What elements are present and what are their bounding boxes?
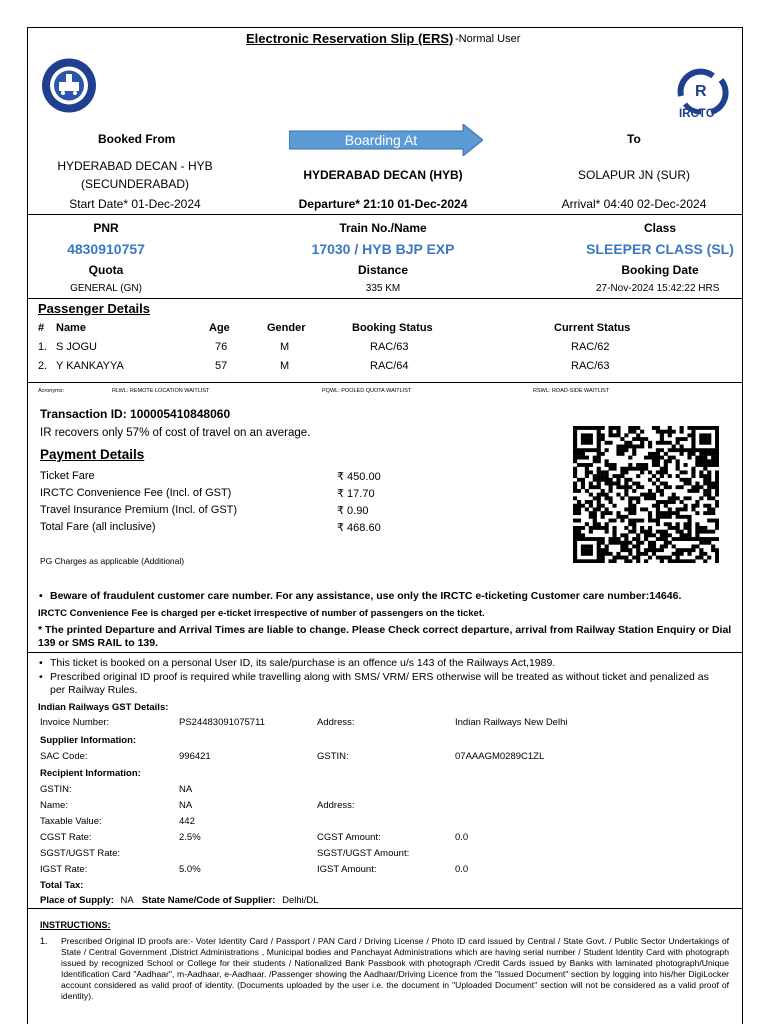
boarding-station: HYDERABAD DECAN (HYB) bbox=[303, 168, 463, 182]
convenience-fee-label: IRCTC Convenience Fee (Incl. of GST) bbox=[40, 487, 232, 499]
state-label: State Name/Code of Supplier: bbox=[141, 895, 276, 906]
cgst-amount-value: 0.0 bbox=[455, 832, 469, 843]
beware-text: • Beware of fraudulent customer care number. For any assistance, use only the IRCTC e-ticketing Customer care number:14646. bbox=[50, 590, 681, 602]
personal-id-notice bbox=[50, 657, 555, 669]
name-label: Name: bbox=[40, 800, 68, 811]
pg-charges-note: PG Charges as applicable (Additional) bbox=[40, 556, 185, 566]
col-gender: Gender bbox=[267, 322, 306, 334]
total-fare-value: ₹ 468.60 bbox=[337, 522, 381, 534]
cell: 76 bbox=[215, 341, 228, 353]
taxable-value: 442 bbox=[179, 816, 195, 827]
cell: M bbox=[280, 341, 290, 353]
total-fare-label: Total Fare (all inclusive) bbox=[40, 521, 156, 533]
sac-value: 996421 bbox=[179, 751, 211, 762]
transaction-id: Transaction ID: 100005410848060 bbox=[40, 407, 231, 421]
from-station-line2: (SECUNDERABAD) bbox=[80, 177, 189, 191]
convenience-notice: IRCTC Convenience Fee is charged per e-ticket irrespective of number of passengers on the ticket. bbox=[38, 608, 485, 619]
irctc-logo-text: IRCTC bbox=[679, 108, 715, 120]
acronyms-label: Acronyms: bbox=[38, 388, 64, 394]
acronym-rswl: RSWL: ROAD-SIDE WAITLIST bbox=[533, 388, 610, 394]
cell: RAC/63 bbox=[571, 360, 610, 372]
col-age: Age bbox=[209, 322, 230, 334]
ir-recovers-note: IR recovers only 57% of cost of travel on an average. bbox=[40, 427, 311, 439]
personal-id-text: • This ticket is booked on a personal User ID, its sale/purchase is an offence u/s 143 of the Railways Act,1989. bbox=[50, 657, 555, 669]
booking-date-label: Booking Date bbox=[621, 263, 699, 277]
from-station-line1: HYDERABAD DECAN - HYB bbox=[57, 159, 213, 173]
taxable-label: Taxable Value: bbox=[40, 816, 102, 827]
state-value: Delhi/DL bbox=[282, 895, 319, 906]
printed-times-notice: * The printed Departure and Arrival Times are liable to change. Please Check correct departure, arrival from Railway Station Enquiry or Dial 139 or SMS RAIL to 139. bbox=[38, 624, 732, 649]
divider bbox=[28, 382, 742, 383]
recipient-gstin-value: NA bbox=[179, 784, 193, 795]
pnr-label: PNR bbox=[93, 221, 119, 235]
igst-rate-label: IGST Rate: bbox=[40, 864, 88, 875]
invoice-label: Invoice Number: bbox=[40, 717, 110, 728]
gstin-label: GSTIN: bbox=[317, 751, 349, 762]
instruction-1-number: 1. bbox=[40, 936, 48, 946]
arrival-time: Arrival* 04:40 02-Dec-2024 bbox=[561, 197, 707, 211]
acronym-pqwl: PQWL: POOLED QUOTA WAITLIST bbox=[322, 388, 412, 394]
boarding-at-label: Boarding At bbox=[344, 132, 418, 148]
col-booking-status: Booking Status bbox=[352, 322, 433, 334]
recipient-title: Recipient Information: bbox=[40, 768, 141, 779]
place-of-supply bbox=[40, 895, 319, 906]
ers-ticket bbox=[27, 27, 743, 1024]
booking-date-value: 27-Nov-2024 15:42:22 HRS bbox=[596, 283, 720, 294]
payment-details-title: Payment Details bbox=[40, 447, 145, 462]
distance-label: Distance bbox=[357, 263, 409, 277]
cell: RAC/62 bbox=[571, 341, 610, 353]
cgst-amount-label: CGST Amount: bbox=[317, 832, 381, 843]
name-value: NA bbox=[179, 800, 193, 811]
igst-amount-value: 0.0 bbox=[455, 864, 469, 875]
original-id-notice bbox=[50, 671, 720, 697]
quota-value: GENERAL (GN) bbox=[70, 283, 142, 294]
svg-text:R: R bbox=[695, 83, 707, 100]
address-label: Address: bbox=[317, 717, 355, 728]
recipient-gstin-label: GSTIN: bbox=[40, 784, 72, 795]
qr-code-icon bbox=[573, 426, 719, 563]
divider bbox=[28, 298, 742, 299]
passenger-details-title: Passenger Details bbox=[38, 301, 151, 316]
address-value: Indian Railways New Delhi bbox=[455, 717, 568, 728]
sac-label: SAC Code: bbox=[40, 751, 88, 762]
cell: M bbox=[280, 360, 290, 372]
col-name: Name bbox=[56, 322, 86, 334]
insurance-value: ₹ 0.90 bbox=[337, 505, 369, 517]
instruction-1-text: Prescribed Original ID proofs are:- Voter Identity Card / Passport / PAN Card / Driving License / Photo ID card issued by Central / State Govt. / Public Sector Undertakings of State / Central Government ,District Administrations , Municipal bodies and Panchayat Administrations which are having serial number / Student Identity Card with photograph issued by recognized School or College for their students / Nationalized Bank Passbook with photograph /Credit Cards issued by Banks with laminated photograph/Unique Identification Card "Aadhaar", m-Aadhaar, e-Aadhaar. /Passenger showing the Aadhaar/Driving Licence from the "Issued Document" section by logging into his/her DigiLocker account considered as valid proof of identity. (Documents uploaded by the user i.e. the document in "Uploaded Document" section will not be considered as a valid proof of identity). bbox=[61, 936, 729, 1001]
cell: 57 bbox=[215, 360, 228, 372]
place-label: Place of Supply: bbox=[40, 895, 114, 906]
indian-railways-logo-icon bbox=[39, 57, 99, 114]
convenience-fee-value: ₹ 17.70 bbox=[337, 488, 375, 500]
recipient-address-label: Address: bbox=[317, 800, 355, 811]
cell: RAC/63 bbox=[370, 341, 409, 353]
gst-title: Indian Railways GST Details: bbox=[38, 702, 169, 713]
instructions-title: INSTRUCTIONS: bbox=[40, 920, 111, 930]
to-station: SOLAPUR JN (SUR) bbox=[577, 168, 690, 182]
departure-time: Departure* 21:10 01-Dec-2024 bbox=[298, 197, 468, 211]
to-label: To bbox=[627, 132, 641, 146]
original-id-text: • Prescribed original ID proof is required while travelling along with SMS/ VRM/ ERS otherwise will be treated as without ticket and penalized as per Railway Rules. bbox=[50, 671, 709, 696]
cell: Y KANKAYYA bbox=[56, 360, 124, 372]
divider bbox=[28, 908, 742, 909]
ticket-fare-label: Ticket Fare bbox=[40, 470, 95, 482]
acronym-rlwl: RLWL: REMOTE LOCATION WAITLIST bbox=[112, 388, 210, 394]
start-date: Start Date* 01-Dec-2024 bbox=[69, 197, 201, 211]
class-label: Class bbox=[643, 221, 677, 235]
igst-amount-label: IGST Amount: bbox=[317, 864, 377, 875]
distance-value: 335 KM bbox=[365, 283, 401, 294]
cgst-rate-value: 2.5% bbox=[179, 832, 201, 843]
booked-from-label: Booked From bbox=[98, 132, 176, 146]
total-tax-label: Total Tax: bbox=[40, 880, 84, 891]
sgst-rate-label: SGST/UGST Rate: bbox=[40, 848, 121, 859]
train-name: 17030 / HYB BJP EXP bbox=[311, 241, 455, 257]
pnr-number: 4830910757 bbox=[67, 241, 145, 257]
ticket-fare-value: ₹ 450.00 bbox=[337, 471, 381, 483]
divider bbox=[28, 652, 742, 653]
beware-notice bbox=[50, 590, 681, 602]
cell: 1. bbox=[38, 341, 48, 353]
place-value: NA bbox=[120, 895, 134, 906]
sgst-amount-label: SGST/UGST Amount: bbox=[317, 848, 410, 859]
insurance-label: Travel Insurance Premium (Incl. of GST) bbox=[40, 504, 238, 516]
cell: 2. bbox=[38, 360, 48, 372]
ers-title-suffix: -Normal User bbox=[455, 33, 521, 45]
train-label: Train No./Name bbox=[339, 221, 427, 235]
col-current-status: Current Status bbox=[554, 322, 631, 334]
class-name: SLEEPER CLASS (SL) bbox=[586, 241, 734, 257]
cell: RAC/64 bbox=[370, 360, 409, 372]
quota-label: Quota bbox=[88, 263, 124, 277]
igst-rate-value: 5.0% bbox=[179, 864, 201, 875]
gstin-value: 07AAAGM0289C1ZL bbox=[455, 751, 545, 762]
cgst-rate-label: CGST Rate: bbox=[40, 832, 92, 843]
divider bbox=[28, 214, 742, 215]
ers-title: Electronic Reservation Slip (ERS) bbox=[246, 31, 454, 46]
col-num: # bbox=[38, 322, 45, 334]
cell: S JOGU bbox=[56, 341, 97, 353]
supplier-title: Supplier Information: bbox=[40, 735, 137, 746]
invoice-number: PS24483091075711 bbox=[179, 717, 265, 728]
